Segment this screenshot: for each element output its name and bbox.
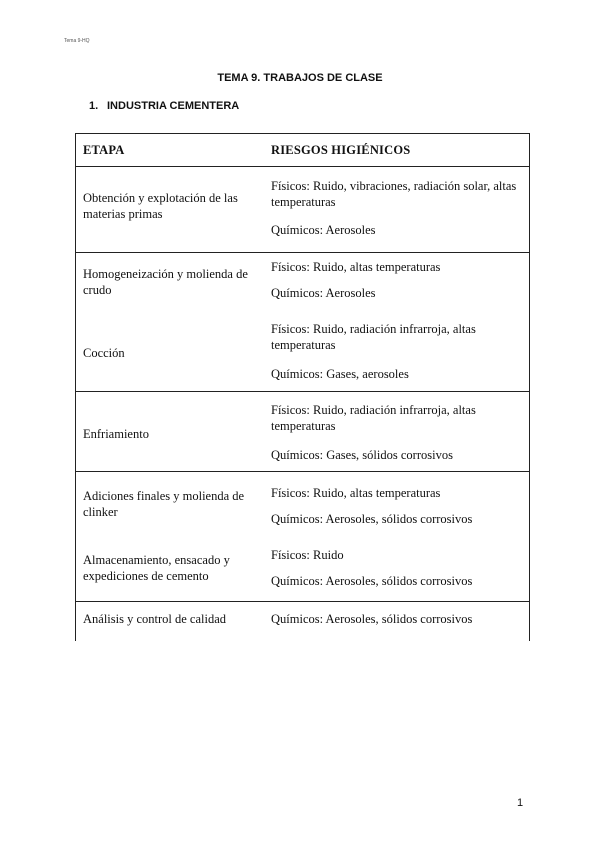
row-divider [76, 166, 529, 167]
row-divider [76, 391, 529, 392]
table-row [76, 471, 529, 545]
riesgo-quimicos: Químicos: Gases, sólidos corrosivos [271, 448, 453, 462]
riesgo-fisicos: Físicos: Ruido, radiación infrarroja, altas temperaturas [271, 322, 476, 352]
riesgo-quimicos: Químicos: Gases, aerosoles [271, 367, 409, 381]
table-row [76, 545, 529, 601]
table-row [76, 601, 529, 641]
etapa-cell: Adiciones finales y molienda de clinker [83, 489, 245, 519]
header-etapa: ETAPA [83, 143, 125, 157]
riesgo-quimicos: Químicos: Aerosoles, sólidos corrosivos [271, 512, 473, 526]
section-number: 1. [89, 100, 99, 112]
row-divider [76, 471, 529, 472]
row-divider [76, 601, 529, 602]
section-heading [89, 100, 239, 112]
riesgo-quimicos: Químicos: Aerosoles [271, 223, 376, 237]
riesgo-quimicos: Químicos: Aerosoles, sólidos corrosivos [271, 574, 473, 588]
etapa-cell: Obtención y explotación de las materias primas [83, 191, 238, 221]
table-row [76, 391, 529, 465]
etapa-cell: Análisis y control de calidad [83, 612, 227, 626]
header-riesgos: RIESGOS HIGIÉNICOS [271, 143, 411, 157]
riesgo-quimicos: Químicos: Aerosoles [271, 286, 376, 300]
page-number: 1 [517, 797, 524, 809]
riesgo-fisicos: Físicos: Ruido [271, 548, 344, 562]
etapa-cell: Enfriamiento [83, 427, 149, 441]
riesgo-fisicos: Físicos: Ruido, vibraciones, radiación solar, altas temperaturas [271, 179, 517, 209]
etapa-cell: Homogeneización y molienda de crudo [83, 267, 248, 297]
table-row [76, 318, 529, 391]
table-row [76, 166, 529, 240]
section-title: INDUSTRIA CEMENTERA [107, 100, 240, 112]
riesgo-fisicos: Físicos: Ruido, altas temperaturas [271, 486, 441, 500]
row-divider [76, 252, 529, 253]
row-divider [76, 133, 529, 134]
etapa-cell: Almacenamiento, ensacado y expediciones de cemento [83, 553, 230, 583]
riesgo-fisicos: Físicos: Ruido, altas temperaturas [271, 260, 441, 274]
riesgo-fisicos: Físicos: Ruido, radiación infrarroja, altas temperaturas [271, 403, 476, 433]
etapa-cell: Cocción [83, 346, 125, 360]
risks-table [75, 133, 530, 641]
page-title: TEMA 9. TRABAJOS DE CLASE [217, 72, 383, 84]
table-header-row [76, 133, 529, 166]
riesgo-quimicos: Químicos: Aerosoles, sólidos corrosivos [271, 612, 473, 626]
header-note: Tema 9-HQ [64, 38, 90, 44]
table-row [76, 252, 529, 313]
